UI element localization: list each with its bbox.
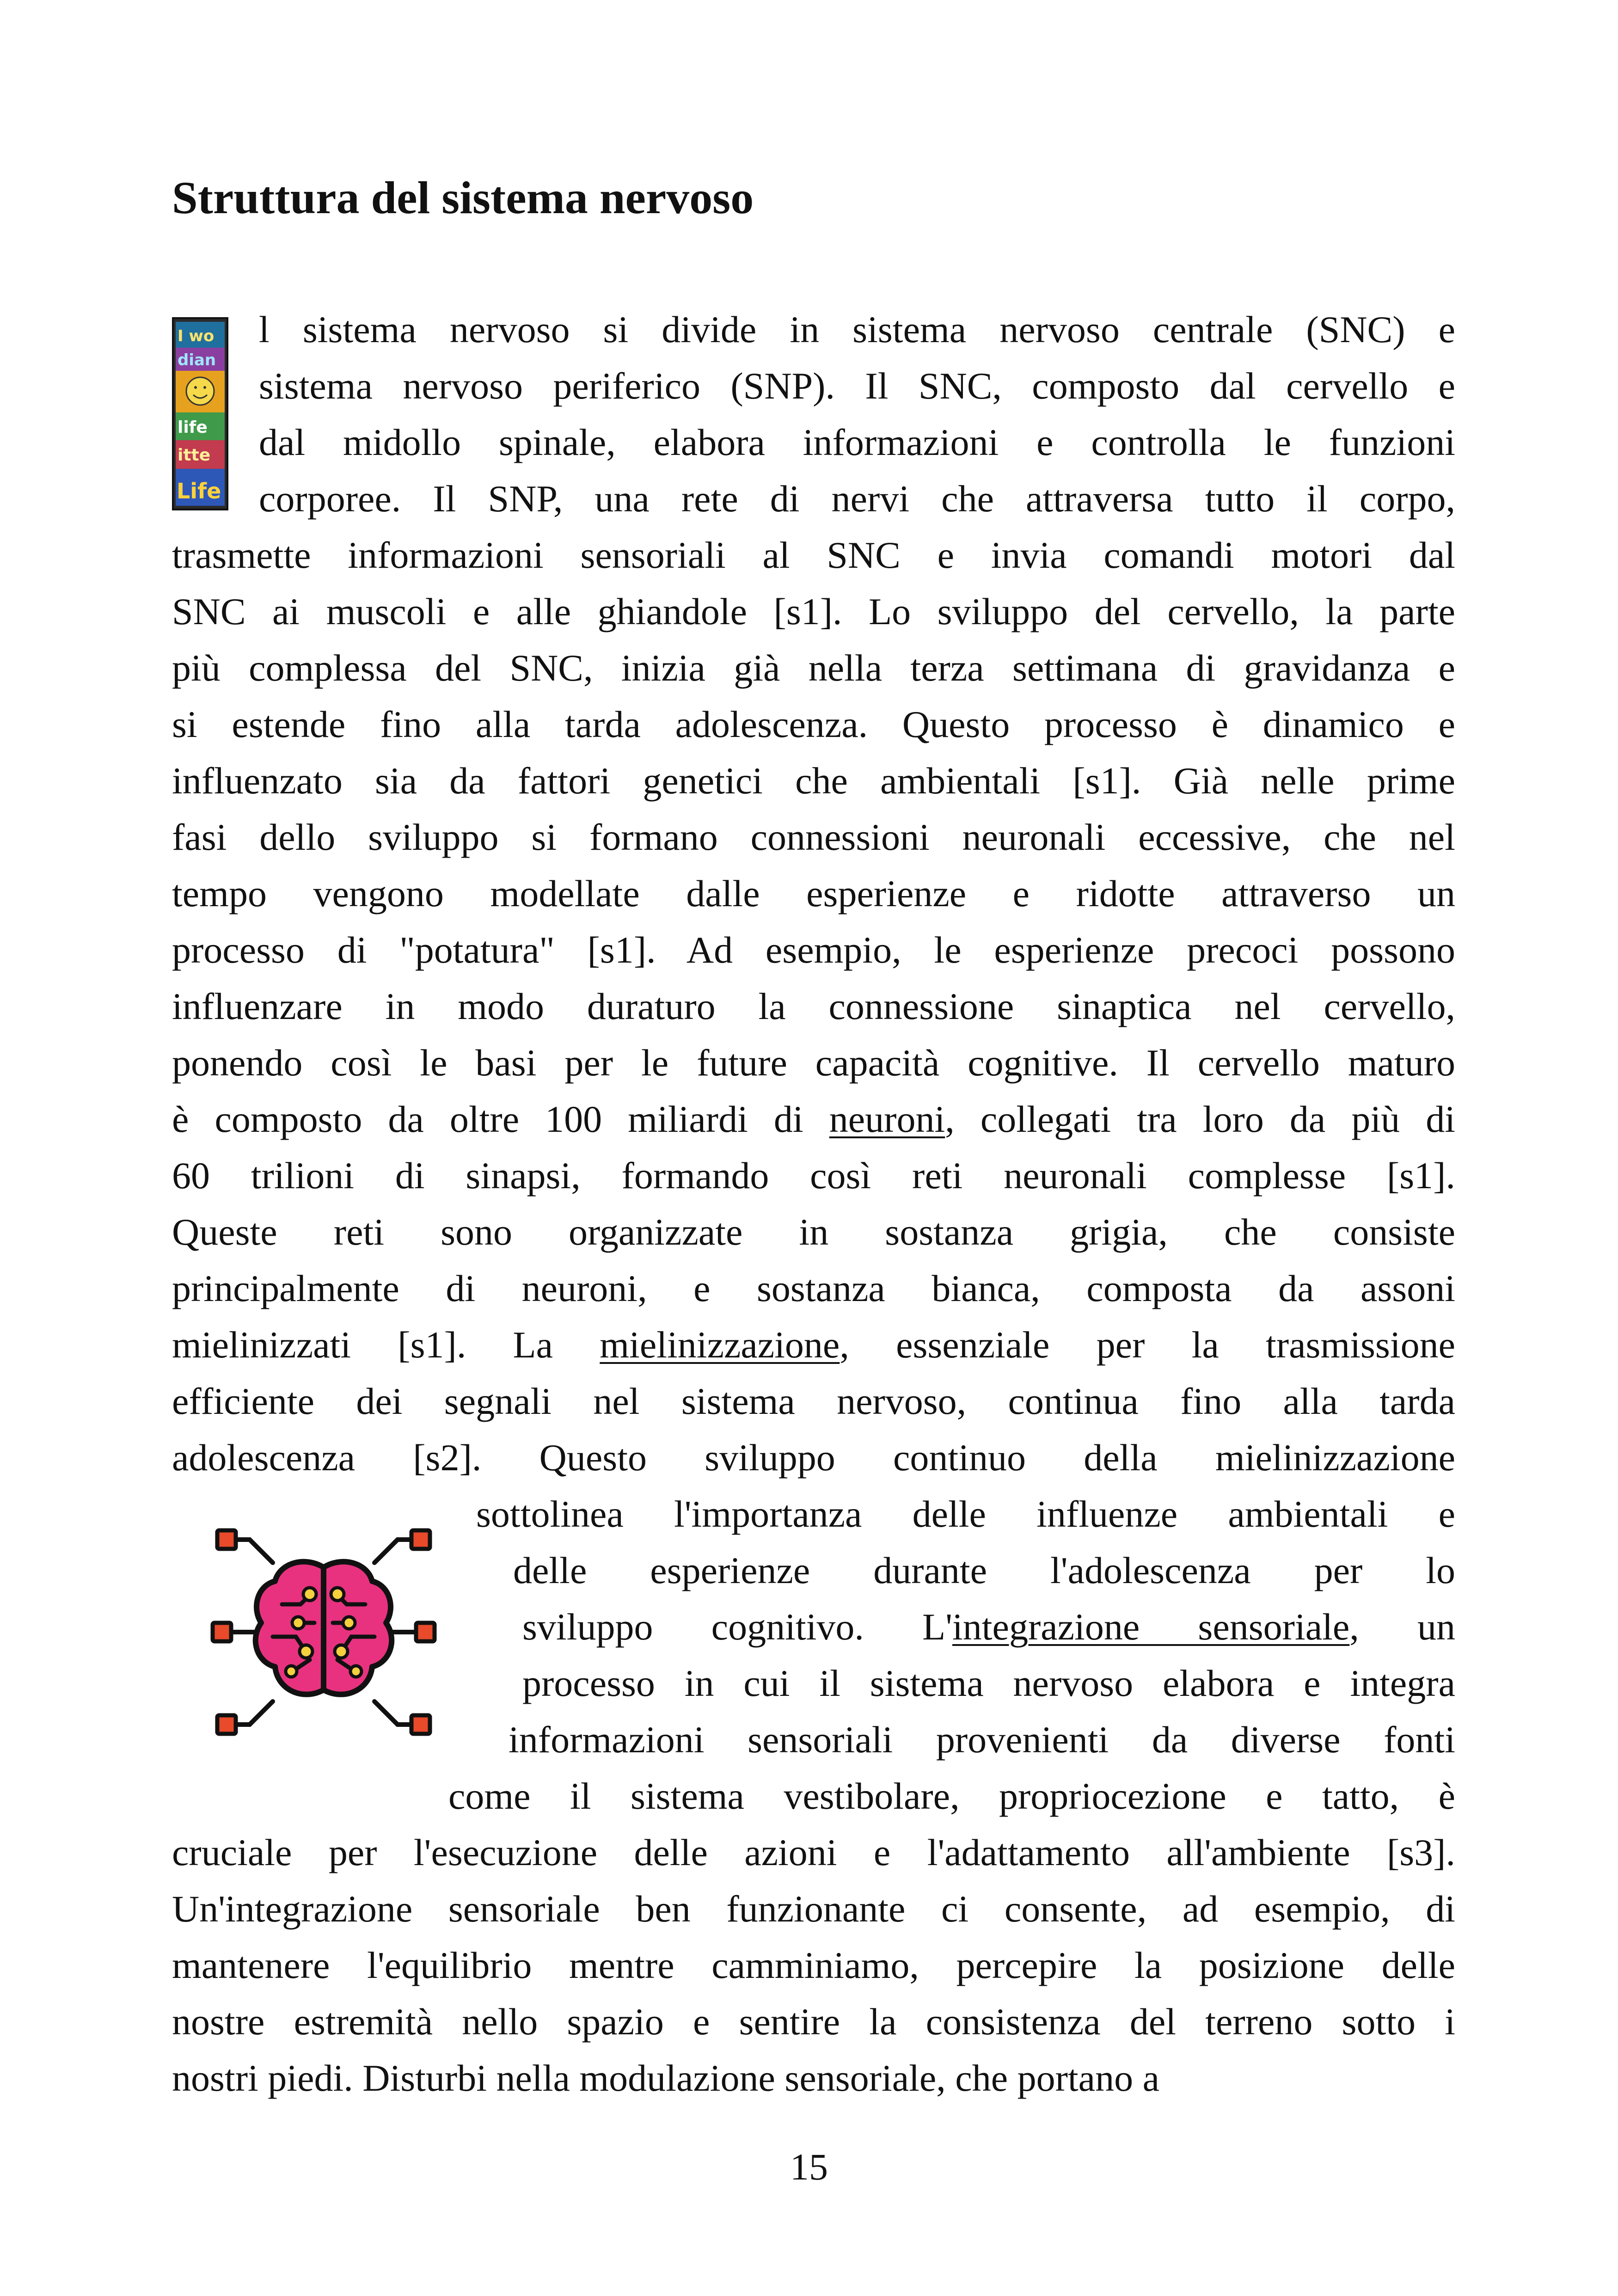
text-segment: sistema nervoso periferico (SNP). Il SNC, composto dal cervello e [259,365,1455,407]
text-line [513,1542,1455,1599]
svg-text:itte: itte [178,446,211,465]
text-segment: SNC ai muscoli e alle ghiandole [s1]. Lo sviluppo del cervello, la parte [172,590,1455,632]
text-line [172,1204,1455,1260]
text-line [522,1599,1455,1655]
text-line [259,358,1455,414]
text-segment: nostre estremità nello spazio e sentire la consistenza del terreno sotto i [172,2001,1455,2043]
text-line [172,1824,1455,1881]
text-line [259,471,1455,527]
text-segment: 60 trilioni di sinapsi, formando così reti neuronali complesse [s1]. [172,1154,1455,1197]
text-line [172,753,1455,809]
text-segment: corporee. Il SNP, una rete di nervi che attraversa tutto il corpo, [259,478,1455,520]
glossary-link[interactable]: mielinizzazione [600,1324,840,1366]
text-segment: sottolinea l'importanza delle influenze ambientali e [476,1493,1455,1535]
text-line [172,2050,1455,2106]
text-line [172,640,1455,696]
text-segment: come il sistema vestibolare, propriocezione e tatto, è [448,1775,1455,1817]
text-line [172,1091,1455,1148]
text-line [172,1148,1455,1204]
text-line [172,1430,1455,1486]
text-segment: influenzare in modo duraturo la connessione sinaptica nel cervello, [172,985,1455,1027]
text-segment: sviluppo cognitivo. L' [522,1606,952,1648]
text-segment: processo in cui il sistema nervoso elabora e integra [522,1662,1455,1704]
text-segment: mielinizzati [s1]. La [172,1324,600,1366]
text-segment: nostri piedi. Disturbi nella modulazione sensoriale, che portano a [172,2057,1159,2099]
text-line [476,1486,1455,1542]
text-segment: cruciale per l'esecuzione delle azioni e l'adattamento all'ambiente [s3]. [172,1831,1455,1873]
text-segment: , collegati tra loro da più di [945,1098,1455,1140]
text-segment: principalmente di neuroni, e sostanza bianca, composta da assoni [172,1267,1455,1309]
page-title: Struttura del sistema nervoso [172,172,754,223]
text-segment: mantenere l'equilibrio mentre camminiamo, percepire la posizione delle [172,1944,1455,1986]
text-segment: si estende fino alla tarda adolescenza. Questo processo è dinamico e [172,703,1455,745]
page-number: 15 [790,2146,828,2188]
text-segment: informazioni sensoriali provenienti da diverse fonti [509,1719,1455,1761]
text-segment: efficiente dei segnali nel sistema nervoso, continua fino alla tarda [172,1380,1455,1422]
text-segment: è composto da oltre 100 miliardi di [172,1098,829,1140]
text-segment: influenzato sia da fattori genetici che ambientali [s1]. Già nelle prime [172,760,1455,802]
text-segment: fasi dello sviluppo si formano connessioni neuronali eccessive, che nel [172,816,1455,858]
text-line [172,696,1455,753]
text-line [172,1994,1455,2050]
svg-text:Life: Life [177,479,221,503]
svg-text:life: life [178,418,208,437]
text-line [259,301,1455,358]
text-line [172,809,1455,866]
text-line [172,1035,1455,1091]
text-segment: adolescenza [s2]. Questo sviluppo continuo della mielinizzazione [172,1437,1455,1479]
text-line [172,527,1455,583]
text-segment: l sistema nervoso si divide in sistema nervoso centrale (SNC) e [259,308,1455,350]
svg-text:I wo: I wo [178,327,215,345]
text-line [172,1260,1455,1317]
text-segment: tempo vengono modellate dalle esperienze e ridotte attraverso un [172,872,1455,915]
text-segment: dal midollo spinale, elabora informazioni e controlla le funzioni [259,421,1455,463]
text-segment: ponendo così le basi per le future capacità cognitive. Il cervello maturo [172,1042,1455,1084]
text-segment: delle esperienze durante l'adolescenza per lo [513,1549,1455,1591]
text-line [509,1712,1455,1768]
text-segment: , essenziale per la trasmissione [840,1324,1455,1366]
text-segment: processo di "potatura" [s1]. Ad esempio, le esperienze precoci possono [172,929,1455,971]
text-segment: Queste reti sono organizzate in sostanza grigia, che consiste [172,1211,1455,1253]
text-segment: Un'integrazione sensoriale ben funzionante ci consente, ad esempio, di [172,1888,1455,1930]
glossary-link[interactable]: neuroni [829,1098,945,1140]
text-segment: , un [1349,1606,1455,1648]
text-line [448,1768,1455,1824]
text-line [172,583,1455,640]
brain-circuit-icon [203,1512,444,1752]
text-line [172,866,1455,922]
text-line [172,922,1455,978]
text-line [172,1881,1455,1937]
text-line [172,1937,1455,1994]
text-line [172,978,1455,1035]
text-line [172,1317,1455,1373]
text-line [172,1373,1455,1430]
text-segment: trasmette informazioni sensoriali al SNC e invia comandi motori dal [172,534,1455,576]
text-line [259,414,1455,471]
text-segment: più complessa del SNC, inizia già nella terza settimana di gravidanza e [172,647,1455,689]
glossary-link[interactable]: integrazione sensoriale [952,1606,1350,1648]
text-line [522,1655,1455,1712]
svg-text:dian: dian [178,351,216,369]
dropcap-image [172,317,228,510]
